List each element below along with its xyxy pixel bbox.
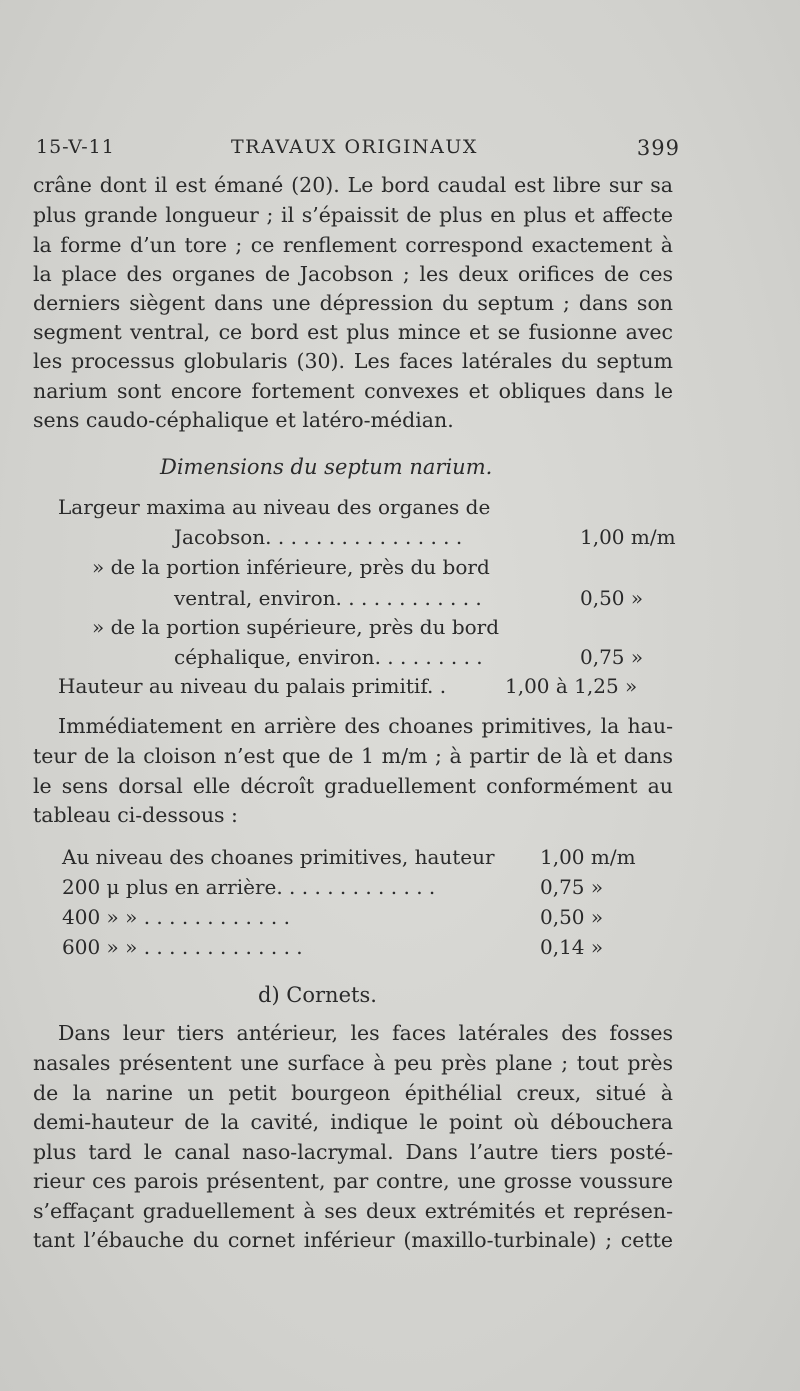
text-line: sens caudo-céphalique et latéro-médian. <box>33 408 454 432</box>
row-label: 400 » » . . . . . . . . . . . . <box>62 905 290 929</box>
row-value: 0,14 » <box>540 935 604 959</box>
text-line: nasales présentent une surface à peu près plane ; tout près <box>33 1051 673 1075</box>
text-line: teur de la cloison n’est que de 1 m/m ; à partir de là et dans <box>33 744 673 768</box>
row-value: 0,75 » <box>540 875 604 899</box>
text-line: demi-hauteur de la cavité, indique le point où débouchera <box>33 1110 673 1134</box>
cornets-heading <box>258 980 377 1010</box>
text-line: plus grande longueur ; il s’épaissit de plus en plus et affecte <box>33 203 673 227</box>
dimensions-heading: Dimensions du septum narium. <box>160 455 493 479</box>
row-label: 600 » » . . . . . . . . . . . . . <box>62 935 303 959</box>
text-line: la place des organes de Jacobson ; les deux orifices de ces <box>33 262 673 286</box>
row-value: 1,00 m/m <box>580 525 676 549</box>
text-line: le sens dorsal elle décroît graduellement conformément au <box>33 774 673 798</box>
text-line: la forme d’un tore ; ce renflement correspond exactement à <box>33 233 673 257</box>
text-line: rieur ces parois présentent, par contre, une grosse voussure <box>33 1169 673 1193</box>
row-label: » de la portion supérieure, près du bord <box>92 615 500 639</box>
text-line: plus tard le canal naso-lacrymal. Dans l’autre tiers posté- <box>33 1140 673 1164</box>
row-label: Hauteur au niveau du palais primitif. . <box>58 674 447 698</box>
text-line: les processus globularis (30). Les faces latérales du septum <box>33 349 673 373</box>
cornets-heading-text: d) Cornets. <box>258 983 377 1007</box>
row-value: 0,50 » <box>540 905 604 929</box>
text-line: narium sont encore fortement convexes et obliques dans le <box>33 379 673 403</box>
text-line: tant l’ébauche du cornet inférieur (maxillo-turbinale) ; cette <box>33 1228 673 1252</box>
header-title: TRAVAUX ORIGINAUX <box>231 136 478 158</box>
row-label: 200 μ plus en arrière. . . . . . . . . . . . . <box>62 875 436 899</box>
row-label: ventral, environ. . . . . . . . . . . . <box>174 586 482 610</box>
text-line: Dans leur tiers antérieur, les faces latérales des fosses <box>58 1021 673 1045</box>
text-line: crâne dont il est émané (20). Le bord caudal est libre sur sa <box>33 173 673 197</box>
page-number: 399 <box>636 136 680 160</box>
row-value: 1,00 à 1,25 » <box>505 674 638 698</box>
row-label: Au niveau des choanes primitives, hauteur <box>62 845 495 869</box>
text-line: Immédiatement en arrière des choanes primitives, la hau- <box>58 714 673 738</box>
row-label: Jacobson. . . . . . . . . . . . . . . . <box>174 525 463 549</box>
row-value: 1,00 m/m <box>540 845 636 869</box>
text-line: segment ventral, ce bord est plus mince et se fusionne avec <box>33 320 673 344</box>
text-line: tableau ci-dessous : <box>33 803 238 827</box>
text-line: derniers siègent dans une dépression du septum ; dans son <box>33 291 673 315</box>
header-date: 15-V-11 <box>36 136 115 158</box>
running-header <box>36 136 680 166</box>
text-line: s’effaçant graduellement à ses deux extrémités et représen- <box>33 1199 673 1223</box>
text-line: de la narine un petit bourgeon épithélial creux, situé à <box>33 1081 673 1105</box>
row-label: céphalique, environ. . . . . . . . . <box>174 645 483 669</box>
row-label: Largeur maxima au niveau des organes de <box>58 495 491 519</box>
row-value: 0,50 » <box>580 586 644 610</box>
row-value: 0,75 » <box>580 645 644 669</box>
row-label: » de la portion inférieure, près du bord <box>92 555 490 579</box>
